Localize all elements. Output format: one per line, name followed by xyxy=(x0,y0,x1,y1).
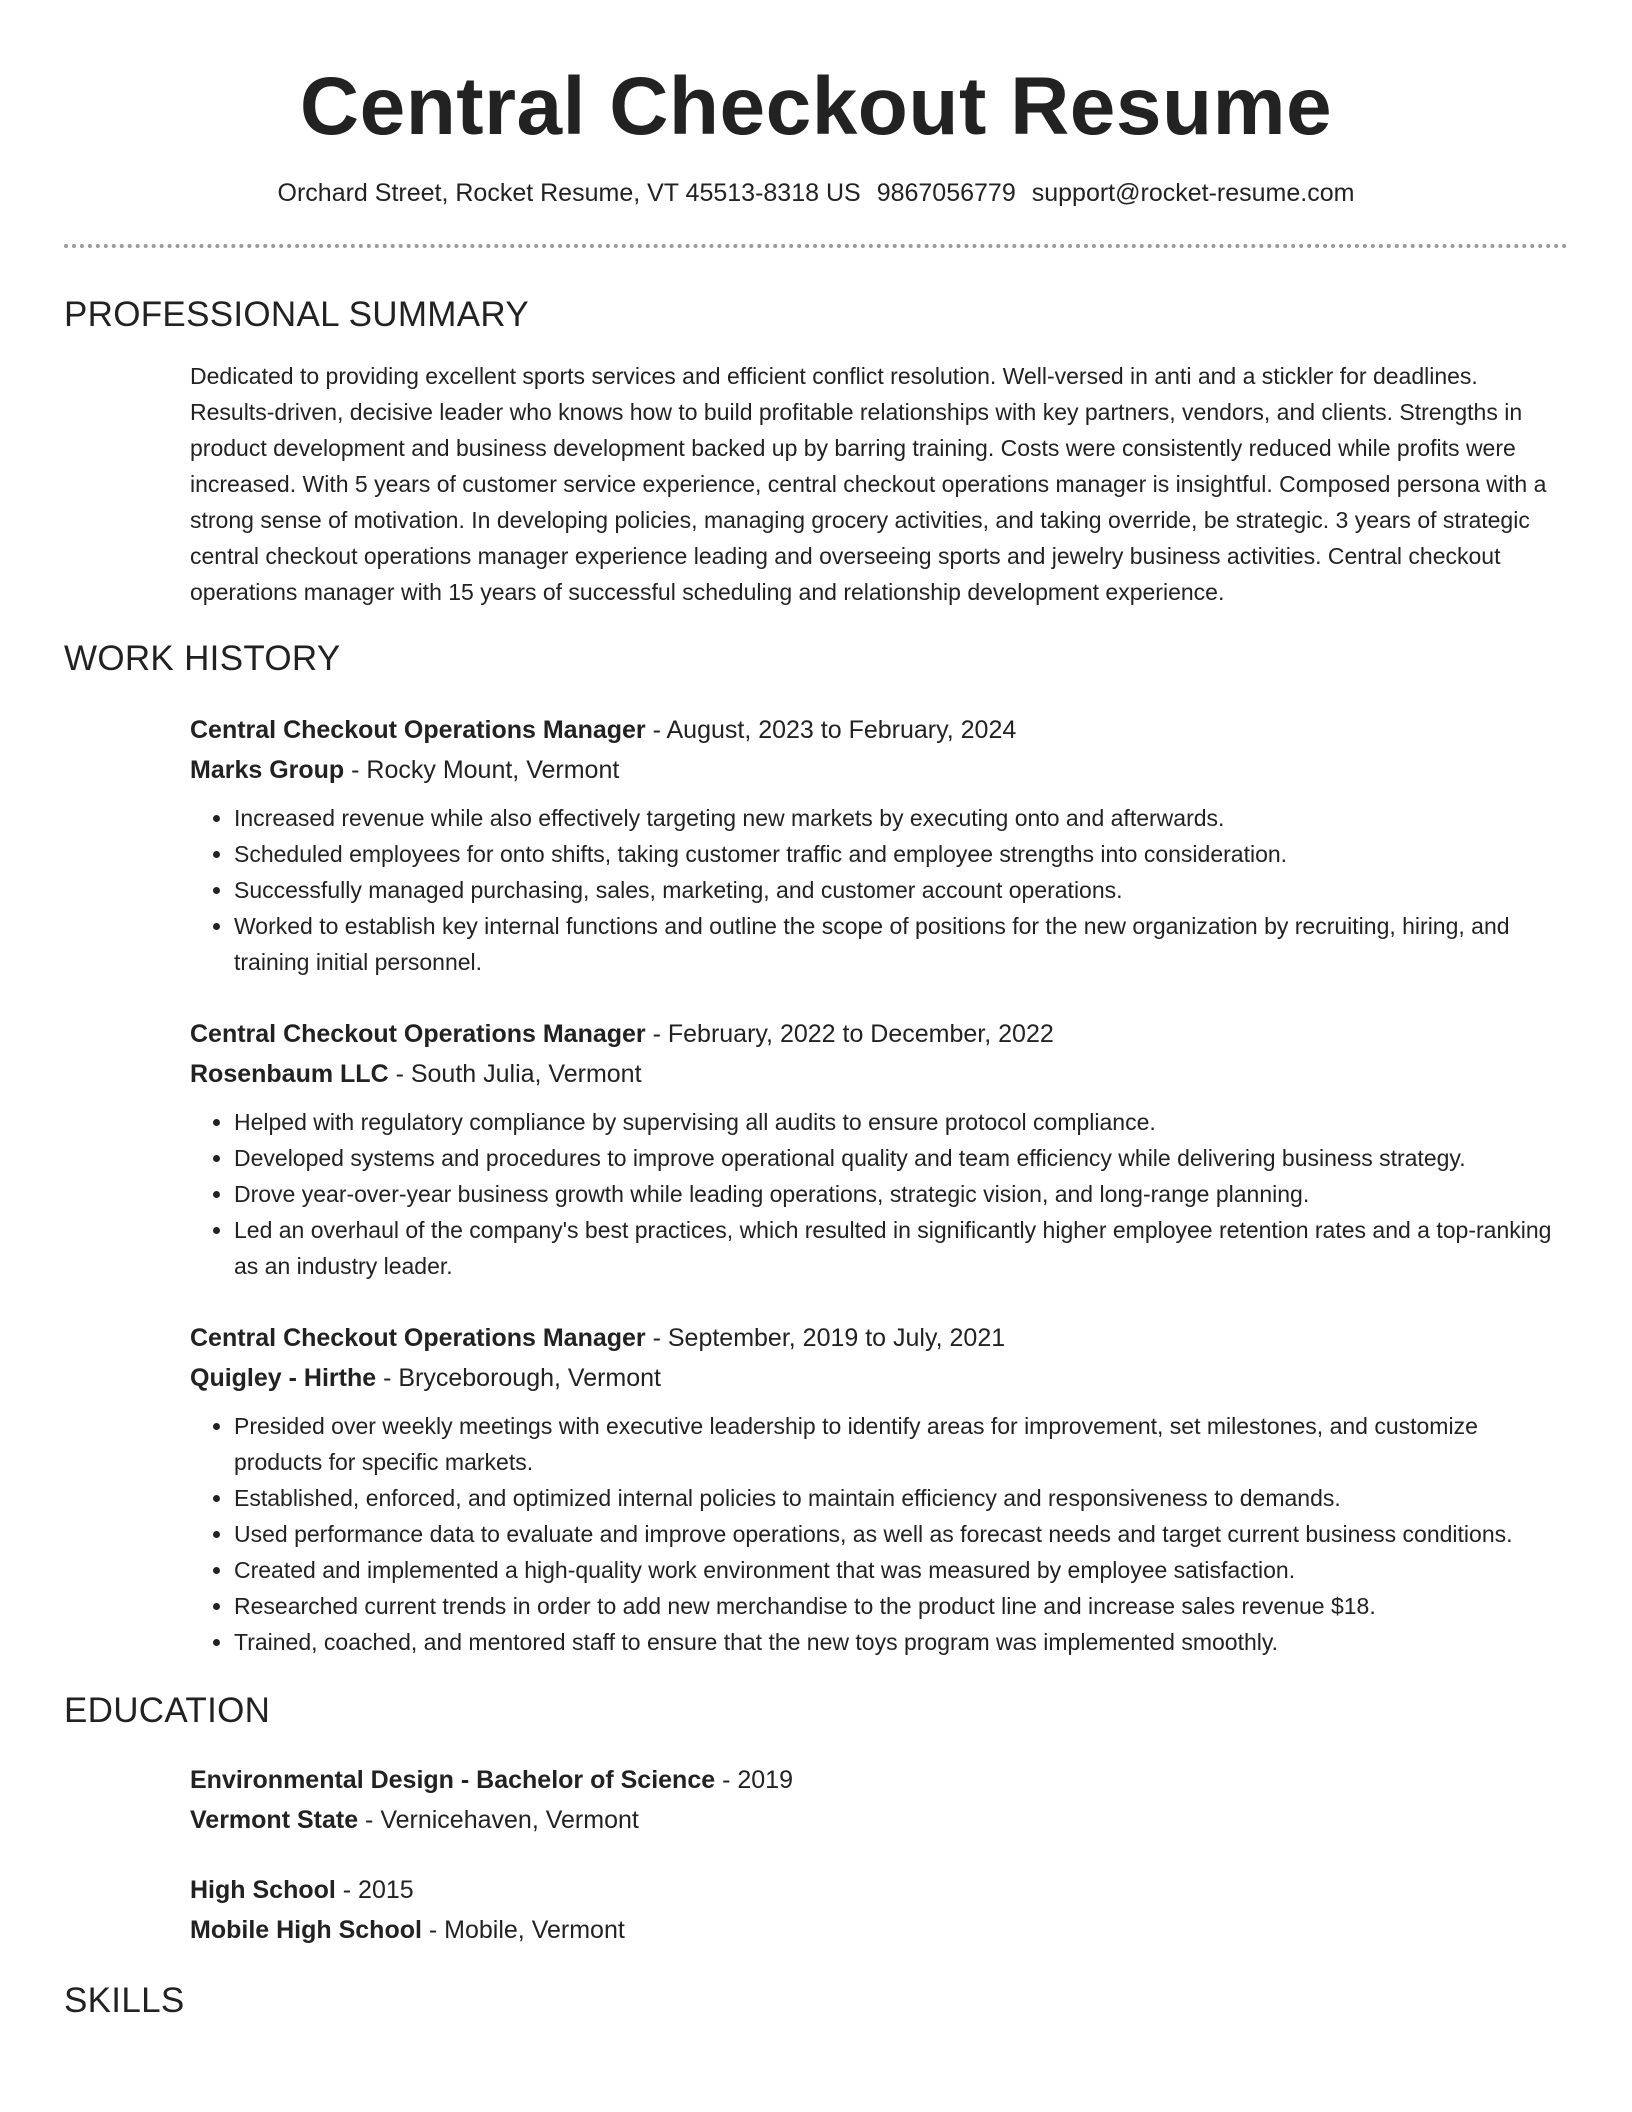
education-year: - 2019 xyxy=(715,1766,793,1795)
job-title-line xyxy=(190,1014,1568,1054)
job-entry xyxy=(190,710,1568,980)
work-history-heading: WORK HISTORY xyxy=(64,639,341,679)
education-school: Vermont State xyxy=(190,1806,359,1835)
job-title-line xyxy=(190,1318,1568,1358)
job-bullet: • Successfully managed purchasing, sales, marketing, and customer account operations. xyxy=(234,872,1568,908)
job-bullet: • Increased revenue while also effectively targeting new markets by executing onto and afterwards. xyxy=(234,800,1568,836)
job-entry xyxy=(190,1318,1568,1660)
summary-text: Dedicated to providing excellent sports services and efficient conflict resolution. Well-versed in anti and a stickler for deadlines. Results-driven, decisive leader who knows how to build profitable relationships with key partners, vendors, and clients. Strengths in product development and business development backed up by barring training. Costs were consistently reduced while profits were increased. With 5 years of customer service experience, central checkout operations manager is insightful. Composed persona with a strong sense of motivation. In developing policies, managing grocery activities, and taking override, be strategic. 3 years of strategic central checkout operations manager experience leading and overseeing sports and jewelry business activities. Central checkout operations manager with 15 years of successful scheduling and relationship development experience. xyxy=(190,363,1547,606)
education-degree: High School xyxy=(190,1876,336,1905)
education-school-line xyxy=(190,1800,1568,1840)
education-location: - Mobile, Vermont xyxy=(421,1916,625,1945)
job-bullet: • Scheduled employees for onto shifts, taking customer traffic and employee strengths into consideration. xyxy=(234,836,1568,872)
job-role: Central Checkout Operations Manager xyxy=(190,1324,646,1353)
job-dates: - September, 2019 to July, 2021 xyxy=(645,1324,1006,1353)
job-bullet: • Developed systems and procedures to improve operational quality and team efficiency while delivering business strategy. xyxy=(234,1140,1568,1176)
job-company-line xyxy=(190,1358,1568,1398)
contact-address: Orchard Street, Rocket Resume, VT 45513-8318 US xyxy=(277,179,861,208)
job-location: - Bryceborough, Vermont xyxy=(376,1364,662,1393)
job-role: Central Checkout Operations Manager xyxy=(190,716,646,745)
job-location: - Rocky Mount, Vermont xyxy=(344,756,620,785)
job-bullets xyxy=(190,1408,1568,1660)
job-bullet: • Drove year-over-year business growth while leading operations, strategic vision, and long-range planning. xyxy=(234,1176,1568,1212)
job-bullet: • Researched current trends in order to add new merchandise to the product line and increase sales revenue $18. xyxy=(234,1588,1568,1624)
skills-heading: SKILLS xyxy=(64,1981,185,2021)
job-company: Marks Group xyxy=(190,756,345,785)
education-entry xyxy=(190,1870,1568,1950)
job-location: - South Julia, Vermont xyxy=(388,1060,642,1089)
job-bullet: • Trained, coached, and mentored staff to ensure that the new toys program was implemented smoothly. xyxy=(234,1624,1568,1660)
education-school: Mobile High School xyxy=(190,1916,422,1945)
job-company: Rosenbaum LLC xyxy=(190,1060,389,1089)
job-dates: - February, 2022 to December, 2022 xyxy=(645,1020,1054,1049)
job-company-line xyxy=(190,750,1568,790)
job-bullet: • Used performance data to evaluate and improve operations, as well as forecast needs and target current business conditions. xyxy=(234,1516,1568,1552)
education-degree: Environmental Design - Bachelor of Science xyxy=(190,1766,716,1795)
job-bullets xyxy=(190,800,1568,980)
job-title-line xyxy=(190,710,1568,750)
job-bullet: • Helped with regulatory compliance by supervising all audits to ensure protocol compliance. xyxy=(234,1104,1568,1140)
job-bullet: • Established, enforced, and optimized internal policies to maintain efficiency and responsiveness to demands. xyxy=(234,1480,1568,1516)
education-degree-line xyxy=(190,1870,1568,1910)
job-entry xyxy=(190,1014,1568,1284)
education-location: - Vernicehaven, Vermont xyxy=(358,1806,639,1835)
education-school-line xyxy=(190,1910,1568,1950)
job-bullet: • Presided over weekly meetings with executive leadership to identify areas for improvement, set milestones, and customize products for specific markets. xyxy=(234,1408,1568,1480)
header-divider xyxy=(64,244,1568,248)
job-dates: - August, 2023 to February, 2024 xyxy=(645,716,1017,745)
job-company: Quigley - Hirthe xyxy=(190,1364,377,1393)
job-bullet: • Led an overhaul of the company's best practices, which resulted in significantly higher employee retention rates and a top-ranking as an industry leader. xyxy=(234,1212,1568,1284)
job-bullets xyxy=(190,1104,1568,1284)
education-heading: EDUCATION xyxy=(64,1691,271,1731)
contact-phone: 9867056779 xyxy=(876,179,1016,208)
job-bullet: • Created and implemented a high-quality work environment that was measured by employee satisfaction. xyxy=(234,1552,1568,1588)
contact-line xyxy=(64,176,1568,210)
resume-name: Central Checkout Resume xyxy=(299,61,1333,152)
summary-heading: PROFESSIONAL SUMMARY xyxy=(64,295,529,335)
education-degree-line xyxy=(190,1760,1568,1800)
education-year: - 2015 xyxy=(335,1876,414,1905)
contact-email: support@rocket-resume.com xyxy=(1031,179,1355,208)
job-company-line xyxy=(190,1054,1568,1094)
job-bullet: • Worked to establish key internal functions and outline the scope of positions for the new organization by recruiting, hiring, and training initial personnel. xyxy=(234,908,1568,980)
education-entry xyxy=(190,1760,1568,1840)
job-role: Central Checkout Operations Manager xyxy=(190,1020,646,1049)
